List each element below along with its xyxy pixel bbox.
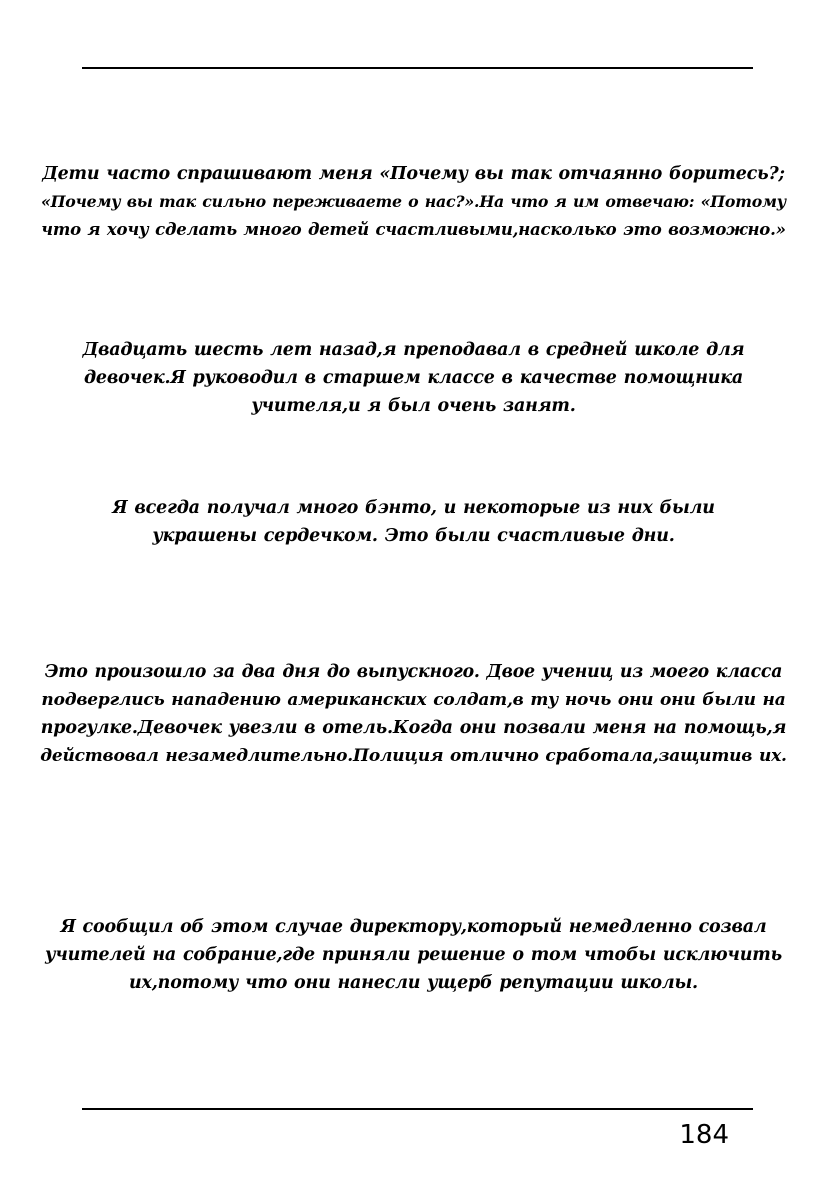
paragraph-line: действовал незамедлительно.Полиция отлично сработала,защитив их. bbox=[40, 746, 787, 766]
paragraph-line: их,потому что они нанесли ущерб репутации школы. bbox=[129, 973, 698, 993]
paragraph-line: украшены сердечком. Это были счастливые дни. bbox=[152, 526, 675, 546]
paragraph-line: Двадцать шесть лет назад,я преподавал в средней школе для bbox=[82, 340, 745, 360]
paragraph-line: Я всегда получал много бэнто, и некоторые из них были bbox=[112, 498, 715, 518]
paragraph-line: что я хочу сделать много детей счастливыми,насколько это возможно.» bbox=[41, 220, 786, 239]
paragraph-5 bbox=[40, 913, 787, 997]
paragraph-4 bbox=[40, 658, 787, 770]
page-number: 184 bbox=[679, 1120, 729, 1150]
paragraph-2 bbox=[40, 336, 787, 420]
footer-rule bbox=[82, 1108, 753, 1110]
paragraph-line: учителя,и я был очень занят. bbox=[251, 396, 576, 416]
paragraph-line: подверглись нападению американских солдат,в ту ночь они они были на bbox=[41, 690, 786, 710]
paragraph-line: прогулке.Девочек увезли в отель.Когда они позвали меня на помощь,я bbox=[40, 718, 787, 738]
paragraph-line: Это произошло за два дня до выпускного. Двое учениц из моего класса bbox=[44, 662, 783, 682]
header-rule bbox=[82, 67, 753, 69]
paragraph-line: учителей на собрание,где приняли решение о том чтобы исключить bbox=[45, 945, 782, 965]
paragraph-line: девочек.Я руководил в старшем классе в качестве помощника bbox=[83, 368, 744, 388]
paragraph-line: «Почему вы так сильно переживаете о нас?».На что я им отвечаю: «Потому bbox=[40, 192, 787, 211]
paragraph-line: Я сообщил об этом случае директору,который немедленно созвал bbox=[60, 917, 767, 937]
paragraph-3 bbox=[40, 494, 787, 550]
paragraph-1 bbox=[40, 160, 787, 244]
paragraph-line: Дети часто спрашивают меня «Почему вы так отчаянно боритесь?; bbox=[42, 164, 785, 184]
